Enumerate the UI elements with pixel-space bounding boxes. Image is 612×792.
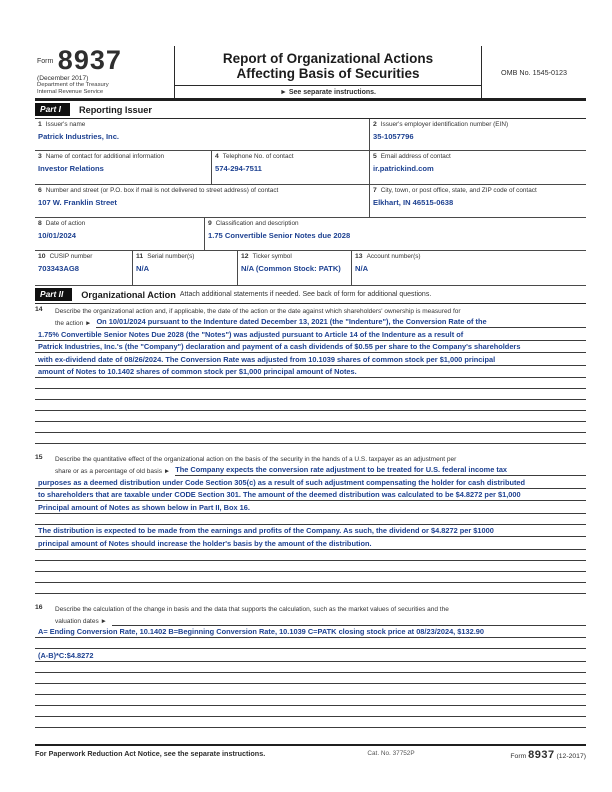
field7-label: City, town, or post office, state, and ZIP code of contact [380,187,537,194]
q15-paragraph2-line: principal amount of Notes should increase the holder's basis by the amount of the distribution. [35,537,586,550]
field13-label: Account number(s) [366,253,421,260]
ruled-line [35,717,586,728]
field1-number: 1 [38,121,42,128]
see-instructions-note: ► See separate instructions. [175,85,481,98]
q15-number: 15 [35,454,43,461]
field7-number: 7 [373,187,377,194]
q16-answer-inline [112,615,586,626]
row-address [35,185,586,218]
question-14 [35,304,586,444]
part2-subtitle: Attach additional statements if needed. See back of form for additional questions. [179,291,432,298]
q15-label-line1: Describe the quantitative effect of the organizational action on the basis of the security in the hands of a U.S. taxpayer as an adjustment per [55,456,457,463]
field-issuer-name [35,119,370,150]
field4-label: Telephone No. of contact [222,153,294,160]
field-contact-email [370,151,586,184]
field10-number: 10 [38,253,46,260]
field3-label: Name of contact for additional information [45,153,165,160]
field2-value: 35-1057796 [373,132,414,141]
field11-label: Serial number(s) [147,253,195,260]
ruled-line [35,638,586,649]
q14-answer-line: amount of Notes to 10.1402 shares of common stock per $1,000 principal amount of Notes. [35,366,586,379]
part1-chip: Part I [35,103,70,116]
ruled-line [35,389,586,400]
q15-answer-line: Principal amount of Notes as shown below in Part II, Box 16. [35,501,586,514]
ruled-line [35,706,586,717]
form-header [35,46,586,101]
row-contact [35,151,586,185]
row-issuer [35,119,586,151]
q14-label-line2: the action ► [55,320,92,327]
field4-number: 4 [215,153,219,160]
field11-number: 11 [136,253,144,260]
field-cusip [35,251,133,285]
footer-form-word: Form [510,752,527,760]
q14-answer-inline: On 10/01/2024 pursuant to the Indenture dated December 13, 2021 (the "Indenture"), the Conversion Rate of the [96,317,586,328]
footer-form-id [466,749,586,761]
question-15 [35,452,586,594]
q16-number: 16 [35,603,43,611]
field8-value: 10/01/2024 [38,231,77,240]
form-sheet [35,46,586,761]
q14-answer-line: 1.75% Convertible Senior Notes Due 2028 (the "Notes") was adjusted pursuant to Article 14 of the Indenture as a result of [35,328,586,341]
q16-calc-line1: A= Ending Conversion Rate, 10.1402 B=Beginning Conversion Rate, 10.1039 C=PATK closing stock price at 08/23/2024, $132.90 [35,626,586,639]
form-title-line2: Affecting Basis of Securities [236,66,420,81]
q14-number: 14 [35,306,43,313]
ruled-line [35,378,586,389]
form-title-line1: Report of Organizational Actions [222,51,434,66]
q14-answer-line: with ex-dividend date of 08/26/2024. The Conversion Rate was adjusted from 10.1039 shares of common stock per $1,000 principal [35,353,586,366]
field5-number: 5 [373,153,377,160]
field7-value: Elkhart, IN 46515-0638 [373,198,454,207]
q15-answer-line: purposes as a deemed distribution under Code Section 305(c) as a result of such adjustment compensating the holder for cash distributed [35,476,586,489]
field6-value: 107 W. Franklin Street [38,198,117,207]
ruled-line [35,550,586,561]
q16-label-line1: Describe the calculation of the change in basis and the data that supports the calculation, such as the market values of securities and the [55,605,449,613]
catalog-number: Cat. No. 37752P [367,749,415,757]
field-street [35,185,370,217]
omb-number: OMB No. 1545-0123 [501,67,567,77]
field-account [352,251,586,285]
part1-bar [35,101,586,119]
field-date-of-action [35,218,205,250]
row-action [35,218,586,251]
ruled-line [35,561,586,572]
field-ein [370,119,586,150]
ruled-line [35,662,586,673]
form-word: Form [37,58,54,65]
q14-label-line1: Describe the organizational action and, if applicable, the date of the action or the date against which shareholders' ownership is measured for [55,308,461,315]
part2-title: Organizational Action [81,289,176,300]
ruled-line [35,673,586,684]
ruled-line [35,572,586,583]
field-contact-name [35,151,212,184]
field6-label: Number and street (or P.O. box if mail is not delivered to street address) of contact [45,187,279,194]
ruled-line [35,695,586,706]
form-title-block [175,46,482,98]
paperwork-notice: For Paperwork Reduction Act Notice, see the separate instructions. [35,748,266,758]
q15-paragraph2-line: The distribution is expected to be made from the earnings and profits of the Company. As such, the dividend or $4.8272 per $1000 [35,525,586,538]
field4-value: 574-294-7511 [215,164,262,173]
ruled-line [35,433,586,444]
field10-label: CUSIP number [49,253,93,260]
q16-label-line2: valuation dates ► [55,617,107,625]
q15-label-line2: share or as a percentage of old basis ► [55,468,171,475]
field12-value: N/A (Common Stock: PATK) [241,264,341,273]
field9-label: Classification and description [215,220,299,227]
field3-number: 3 [38,153,42,160]
field12-number: 12 [241,253,249,260]
part2-chip: Part II [35,288,72,301]
field6-number: 6 [38,187,42,194]
field-city-state-zip [370,185,586,217]
row-identifiers [35,251,586,286]
field2-number: 2 [373,121,377,128]
ruled-line [35,422,586,433]
part1-title: Reporting Issuer [78,104,152,115]
ruled-line [35,583,586,594]
ruled-line [35,400,586,411]
field5-label: Email address of contact [380,153,451,160]
agency-line1: Department of the Treasury [37,82,109,88]
form-revision: (December 2017) [37,75,89,82]
field-ticker [238,251,352,285]
agency-line2: Internal Revenue Service [37,89,104,95]
field13-value: N/A [355,264,369,273]
field1-label: Issuer's name [45,121,86,128]
field12-label: Ticker symbol [252,253,292,260]
q16-calc-line2: (A-B)*C:$4.8272 [35,649,586,662]
footer-form-rev: (12-2017) [556,752,586,760]
field13-number: 13 [355,253,363,260]
field1-value: Patrick Industries, Inc. [38,132,120,141]
ruled-line [35,514,586,525]
question-16 [35,602,586,728]
ruled-line [35,684,586,695]
field8-number: 8 [38,220,42,227]
q14-answer-line: Patrick Industries, Inc.'s (the "Company") declaration and payment of a cash dividends of $0.55 per share to the Company's shareholders [35,341,586,354]
field9-number: 9 [208,220,212,227]
q15-answer-line: to shareholders that are taxable under CODE Section 301. The amount of the deemed distribution was calculated to be $4.8272 per $1,000 [35,489,586,502]
field-serial [133,251,238,285]
q15-answer-inline: The Company expects the conversion rate adjustment to be treated for U.S. federal income tax [175,465,586,476]
field10-value: 703343AG8 [38,264,79,273]
field-contact-phone [212,151,370,184]
field9-value: 1.75 Convertible Senior Notes due 2028 [208,231,351,240]
footer-form-number: 8937 [528,748,555,761]
part2-bar [35,286,586,304]
field-classification [205,218,586,250]
field8-label: Date of action [45,220,86,227]
field3-value: Investor Relations [38,164,104,173]
form-number: 8937 [57,45,122,75]
form-id-block [35,46,175,98]
field2-label: Issuer's employer identification number (EIN) [380,121,509,128]
ruled-line [35,411,586,422]
page-footer [35,744,586,761]
field11-value: N/A [136,264,150,273]
field5-value: ir.patrickind.com [373,164,434,173]
